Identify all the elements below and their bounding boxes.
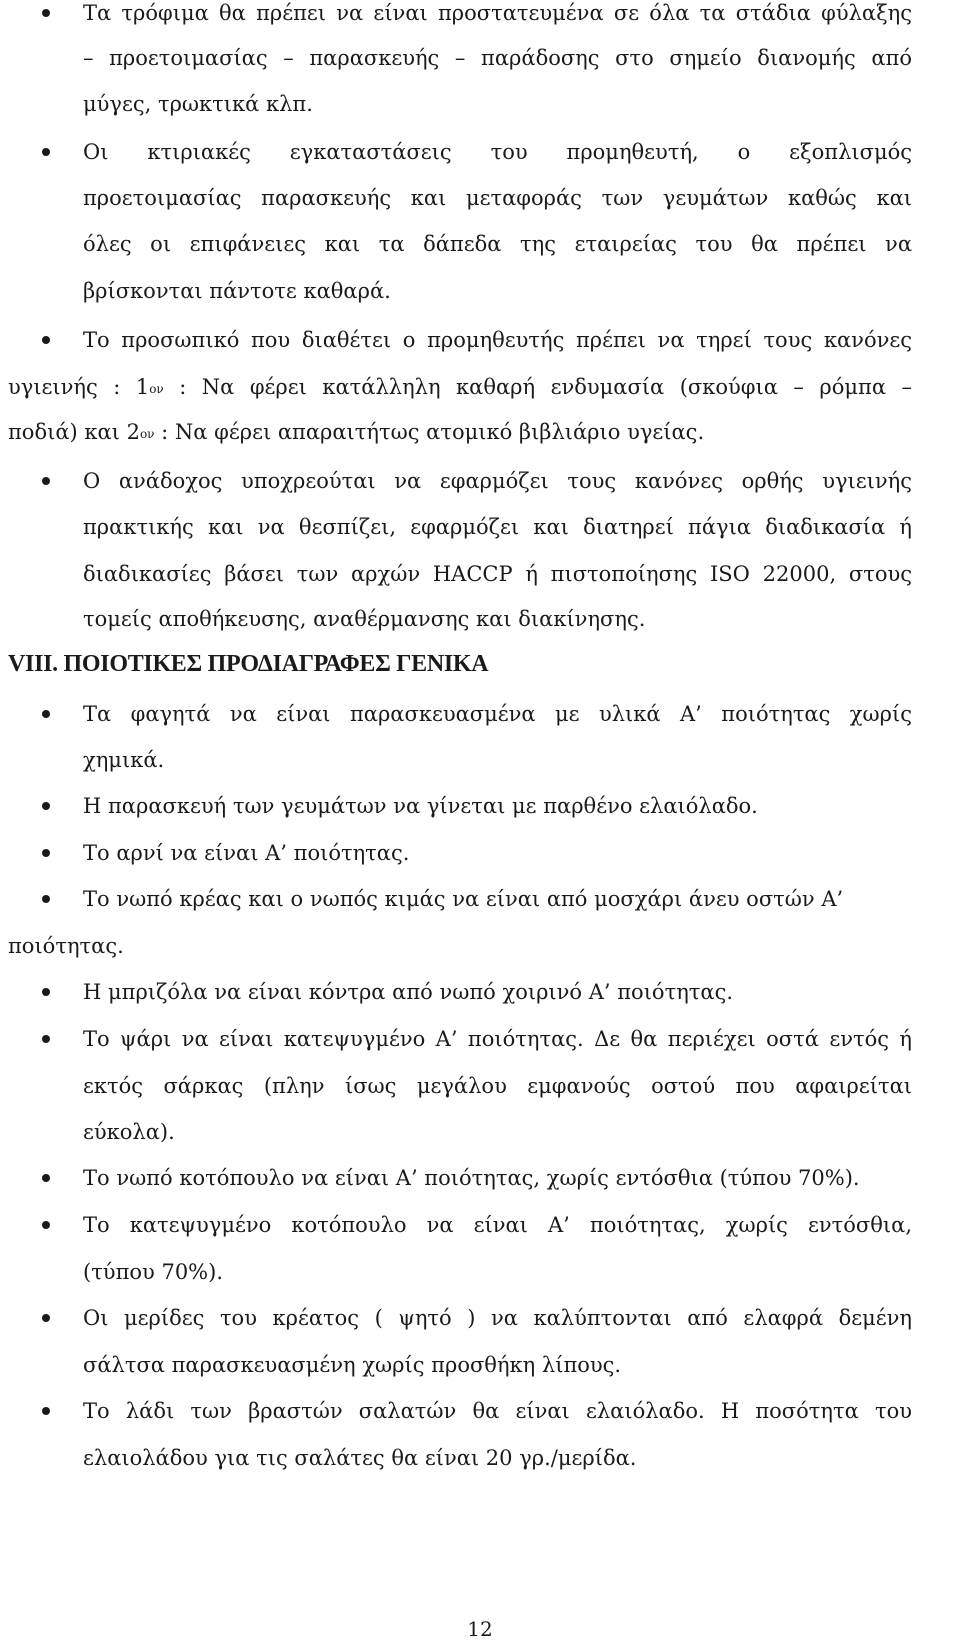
text-line: εύκολα).	[83, 1120, 175, 1144]
ordinal-suffix: ον	[139, 427, 155, 441]
text-line: Το λάδι των βραστών σαλατών θα είναι ελαιόλαδο. Η ποσότητα του	[83, 1399, 912, 1423]
text-line: πρακτικής και να θεσπίζει, εφαρμόζει και διατηρεί πάγια διαδικασία ή	[83, 515, 912, 539]
page-number: 12	[467, 1617, 493, 1641]
bullet-dot	[42, 1174, 50, 1182]
bullet-dot	[42, 148, 50, 156]
text-line: όλες οι επιφάνειες και τα δάπεδα της εταιρείας του θα πρέπει να	[83, 232, 912, 256]
bullet-dot	[42, 477, 50, 485]
text-line: Ο ανάδοχος υποχρεούται να εφαρμόζει τους κανόνες ορθής υγιεινής	[83, 469, 912, 493]
text-line: Οι μερίδες του κρέατος ( ψητό ) να καλύπτονται από ελαφρά δεμένη	[83, 1306, 912, 1330]
text-fragment: : Να φέρει κατάλληλη καθαρή ενδυμασία (σκούφια – ρόμπα –	[163, 375, 913, 399]
text-line: Η μπριζόλα να είναι κόντρα από νωπό χοιρινό Α’ ποιότητας.	[83, 980, 734, 1004]
text-line: Τα τρόφιμα θα πρέπει να είναι προστατευμένα σε όλα τα στάδια φύλαξης	[83, 1, 912, 25]
text-line: ελαιολάδου για τις σαλάτες θα είναι 20 γρ./μερίδα.	[83, 1446, 637, 1470]
bullet-dot	[42, 895, 50, 903]
text-line: τομείς αποθήκευσης, αναθέρμανσης και διακίνησης.	[83, 607, 646, 631]
section-heading: VIII. ΠΟΙΟΤΙΚΕΣ ΠΡΟΔΙΑΓΡΑΦΕΣ ΓΕΝΙΚΑ	[8, 651, 489, 677]
text-line: Το νωπό κοτόπουλο να είναι Α’ ποιότητας, χωρίς εντόσθια (τύπου 70%).	[83, 1166, 860, 1190]
text-line: Το προσωπικό που διαθέτει ο προμηθευτής πρέπει να τηρεί τους κανόνες	[83, 328, 912, 352]
bullet-dot	[42, 849, 50, 857]
text-line: μύγες, τρωκτικά κλπ.	[83, 92, 313, 116]
text-line	[8, 419, 704, 445]
bullet-dot	[42, 1035, 50, 1043]
text-line: Το ψάρι να είναι κατεψυγμένο Α’ ποιότητας. Δε θα περιέχει οστά εντός ή	[83, 1027, 912, 1051]
text-line: Το κατεψυγμένο κοτόπουλο να είναι Α’ ποιότητας, χωρίς εντόσθια,	[83, 1213, 912, 1237]
bullet-dot	[42, 710, 50, 718]
text-line: Το αρνί να είναι Α’ ποιότητας.	[83, 841, 410, 865]
text-line: Το νωπό κρέας και ο νωπός κιμάς να είναι από μοσχάρι άνευ οστών Α’	[83, 887, 844, 911]
bullet-dot	[42, 1314, 50, 1322]
text-line: – προετοιμασίας – παρασκευής – παράδοσης στο σημείο διανομής από	[83, 46, 912, 70]
text-line	[8, 374, 912, 400]
bullet-dot	[42, 1221, 50, 1229]
bullet-dot	[42, 1407, 50, 1415]
text-line: ποιότητας.	[8, 934, 124, 958]
bullet-dot	[42, 336, 50, 344]
text-fragment: : Να φέρει απαραιτήτως ατομικό βιβλιάριο υγείας.	[154, 420, 705, 444]
bullet-dot	[42, 802, 50, 810]
ordinal-suffix: ον	[149, 382, 164, 396]
text-line: βρίσκονται πάντοτε καθαρά.	[83, 279, 391, 303]
text-line: χημικά.	[83, 748, 165, 772]
bullet-dot	[42, 9, 50, 17]
text-line: Τα φαγητά να είναι παρασκευασμένα με υλικά Α’ ποιότητας χωρίς	[83, 702, 912, 726]
bullet-dot	[42, 988, 50, 996]
text-line: σάλτσα παρασκευασμένη χωρίς προσθήκη λίπους.	[83, 1353, 622, 1377]
text-line: προετοιμασίας παρασκευής και μεταφοράς των γευμάτων καθώς και	[83, 186, 912, 210]
text-line: Οι κτιριακές εγκαταστάσεις του προμηθευτή, ο εξοπλισμός	[83, 140, 912, 164]
text-line: διαδικασίες βάσει των αρχών HACCP ή πιστοποίησης ISO 22000, στους	[83, 562, 912, 586]
text-line: (τύπου 70%).	[83, 1260, 224, 1284]
text-line: Η παρασκευή των γευμάτων να γίνεται με παρθένο ελαιόλαδο.	[83, 794, 758, 818]
text-fragment: ποδιά) και 2	[8, 420, 140, 444]
text-fragment: υγιεινής : 1	[8, 375, 150, 399]
text-line: εκτός σάρκας (πλην ίσως μεγάλου εμφανούς οστού που αφαιρείται	[83, 1074, 912, 1098]
